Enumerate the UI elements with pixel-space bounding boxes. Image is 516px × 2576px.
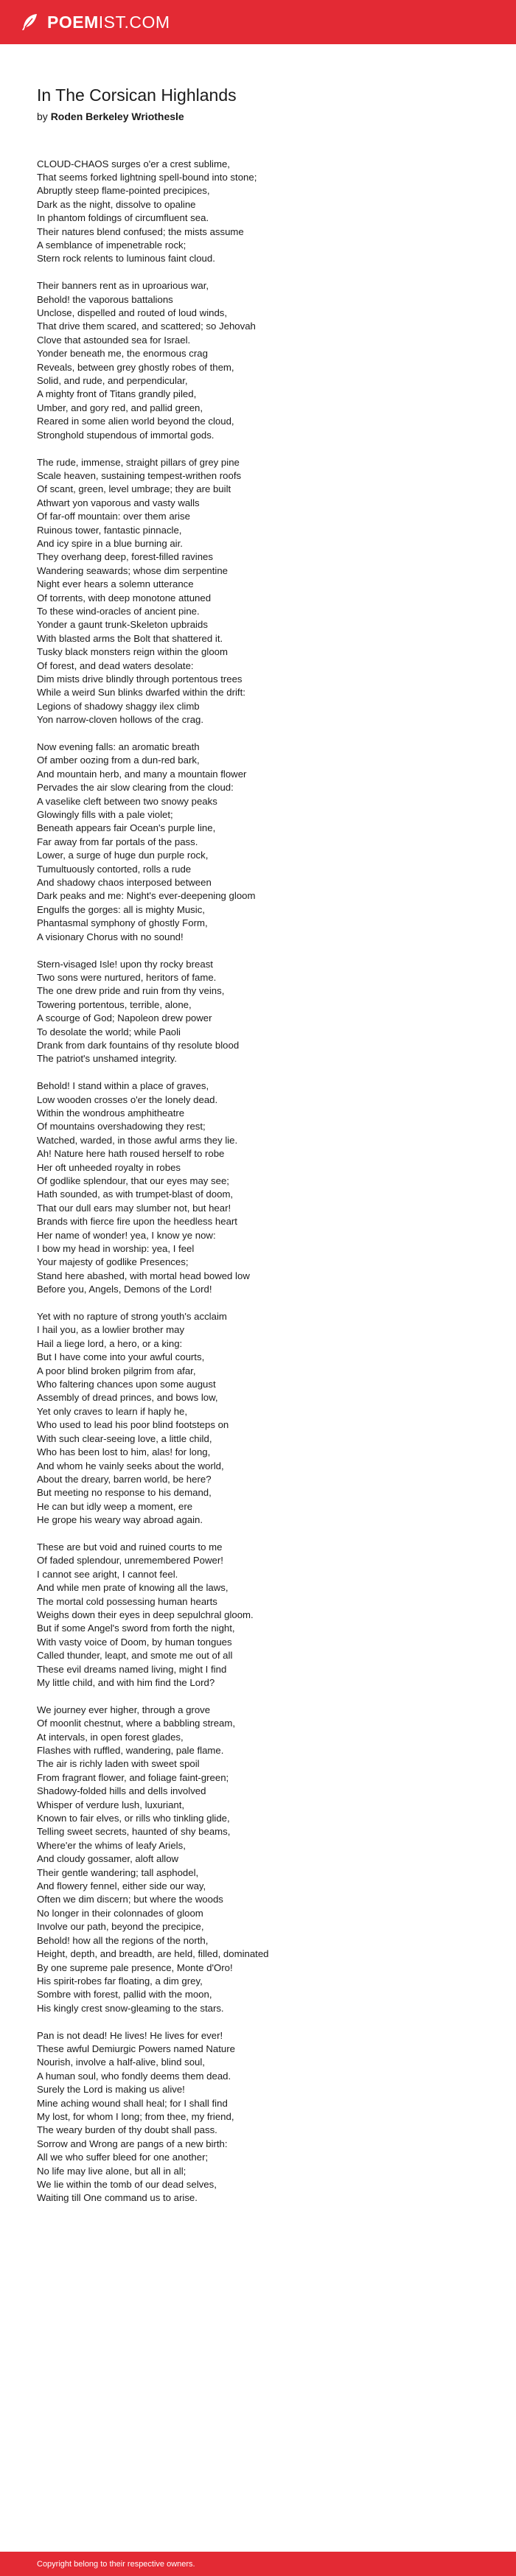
poem-line: A human soul, who fondly deems them dead.	[37, 2070, 231, 2082]
poem-line: Drank from dark fountains of thy resolute blood	[37, 1039, 240, 1051]
poem-line: Tumultuously contorted, rolls a rude	[37, 863, 192, 875]
poem-line: Ruinous tower, fantastic pinnacle,	[37, 524, 182, 536]
poem-line: But I have come into your awful courts,	[37, 1351, 205, 1363]
poem-line: Now evening falls: an aromatic breath	[37, 741, 200, 753]
poem-line: Stern rock relents to luminous faint cloud.	[37, 253, 215, 265]
poem-line: Height, depth, and breadth, are held, filled, dominated	[37, 1948, 269, 1960]
poem-line: A visionary Chorus with no sound!	[37, 931, 184, 942]
poem-line: Of scant, green, level umbrage; they are built	[37, 483, 231, 495]
poem-body	[37, 158, 501, 2205]
poem-line: At intervals, in open forest glades,	[37, 1731, 184, 1743]
poem-line: Of mountains overshadowing they rest;	[37, 1121, 206, 1133]
poem-line: And icy spire in a blue burning air.	[37, 537, 183, 549]
poem-line: Two sons were nurtured, heritors of fame.	[37, 971, 217, 983]
poem-line: The mortal cold possessing human hearts	[37, 1595, 217, 1607]
poem-line: A scourge of God; Napoleon drew power	[37, 1012, 212, 1024]
poem-line: Pan is not dead! He lives! He lives for ever!	[37, 2029, 223, 2041]
poem-line: Umber, and gory red, and pallid green,	[37, 402, 203, 413]
poem-line: I hail you, as a lowlier brother may	[37, 1324, 185, 1336]
logo-text-bold: POEM	[47, 12, 99, 32]
poem-line: Of faded splendour, unremembered Power!	[37, 1555, 223, 1567]
poem-line: I bow my head in worship: yea, I feel	[37, 1243, 195, 1255]
poem-line: A mighty front of Titans grandly piled,	[37, 388, 197, 400]
poem-line: That seems forked lightning spell-bound into stone;	[37, 172, 257, 183]
poem-line: Glowingly fills with a pale violet;	[37, 809, 173, 821]
poem-line: Wandering seawards; whose dim serpentine	[37, 564, 228, 576]
poem-line: Reared in some alien world beyond the cloud,	[37, 416, 234, 427]
poem-line: Yet with no rapture of strong youth's acclaim	[37, 1311, 227, 1323]
poem-line: Far away from far portals of the pass.	[37, 836, 198, 847]
poem-line: With blasted arms the Bolt that shattered it.	[37, 632, 223, 644]
poem-line: By one supreme pale presence, Monte d'Oro!	[37, 1961, 233, 1973]
poem-line: Yet only craves to learn if haply he,	[37, 1405, 188, 1417]
poem-line: Before you, Angels, Demons of the Lord!	[37, 1284, 212, 1295]
poem-line: Low wooden crosses o'er the lonely dead.	[37, 1093, 218, 1105]
stanza	[37, 1079, 501, 1297]
poem-line: Stand here abashed, with mortal head bowed low	[37, 1270, 250, 1281]
byline	[37, 111, 501, 122]
poem-line: Their gentle wandering; tall asphodel,	[37, 1866, 199, 1878]
poem-line: Her oft unheeded royalty in robes	[37, 1161, 181, 1173]
poem-line: Weighs down their eyes in deep sepulchral gloom.	[37, 1609, 254, 1620]
poem-line: Towering portentous, terrible, alone,	[37, 998, 192, 1010]
poem-line: Who used to lead his poor blind footsteps on	[37, 1419, 229, 1431]
poem-line: The weary burden of thy doubt shall pass.	[37, 2124, 217, 2136]
poem-line: Surely the Lord is making us alive!	[37, 2084, 185, 2096]
poem-line: And while men prate of knowing all the laws,	[37, 1582, 229, 1594]
poem-line: These are but void and ruined courts to me	[37, 1541, 223, 1553]
poem-line: Whisper of verdure lush, luxuriant,	[37, 1799, 185, 1810]
poem-line: No longer in their colonnades of gloom	[37, 1907, 203, 1919]
poem-line: Dim mists drive blindly through portentous trees	[37, 673, 243, 685]
poem-line: And flowery fennel, either side our way,	[37, 1880, 206, 1892]
by-label: by	[37, 110, 48, 122]
poem-line: Flashes with ruffled, wandering, pale flame.	[37, 1745, 224, 1756]
poem-line: And whom he vainly seeks about the world,	[37, 1460, 224, 1471]
poem-line: Behold! how all the regions of the north,	[37, 1934, 209, 1946]
logo-text	[47, 14, 170, 31]
poem-line: Tusky black monsters reign within the gloom	[37, 646, 228, 658]
poem-line: My little child, and with him find the Lord?	[37, 1676, 215, 1688]
author-link[interactable]: Roden Berkeley Wriothesle	[50, 110, 184, 122]
poem-line: Yonder beneath me, the enormous crag	[37, 348, 208, 360]
poem-line: Called thunder, leapt, and smote me out of all	[37, 1650, 233, 1662]
poem-line: Dark peaks and me: Night's ever-deepening gloom	[37, 890, 256, 902]
poem-line: Phantasmal symphony of ghostly Form,	[37, 917, 208, 929]
poem-line: Hail a liege lord, a hero, or a king:	[37, 1337, 183, 1349]
stanza	[37, 1310, 501, 1527]
poem-line: A poor blind broken pilgrim from afar,	[37, 1365, 196, 1376]
poem-line: Unclose, dispelled and routed of loud winds,	[37, 307, 228, 319]
poem-line: Who has been lost to him, alas! for long,	[37, 1446, 211, 1458]
poem-line: But if some Angel's sword from forth the night,	[37, 1623, 235, 1634]
poem-line: Yonder a gaunt trunk-Skeleton upbraids	[37, 619, 208, 631]
poem-line: Clove that astounded sea for Israel.	[37, 334, 191, 346]
poem-line: The air is richly laden with sweet spoil	[37, 1758, 200, 1770]
poem-line: Sombre with forest, pallid with the moon,	[37, 1989, 212, 2001]
poem-line: Who faltering chances upon some august	[37, 1379, 216, 1390]
poem-line: He grope his weary way abroad again.	[37, 1514, 203, 1526]
stanza	[37, 1704, 501, 2015]
poem-line: Lower, a surge of huge dun purple rock,	[37, 850, 209, 861]
poem-line: Yon narrow-cloven hollows of the crag.	[37, 714, 204, 726]
poem-line: Legions of shadowy shaggy ilex climb	[37, 700, 200, 712]
stanza	[37, 2029, 501, 2205]
poem-line: Of forest, and dead waters desolate:	[37, 659, 194, 671]
poem-line: Brands with fierce fire upon the heedless heart	[37, 1216, 237, 1228]
poem-line: Night ever hears a solemn utterance	[37, 578, 194, 590]
poem-line: Involve our path, beyond the precipice,	[37, 1921, 204, 1933]
stanza	[37, 158, 501, 266]
poem-line: Beneath appears fair Ocean's purple line,	[37, 822, 216, 834]
site-footer	[0, 2552, 516, 2576]
poem-line: These awful Demiurgic Powers named Nature	[37, 2043, 235, 2054]
poem-line: We lie within the tomb of our dead selves,	[37, 2178, 217, 2190]
poem-line: These evil dreams named living, might I find	[37, 1663, 227, 1675]
poem-line: A vaselike cleft between two snowy peaks	[37, 795, 217, 807]
poem-line: All we who suffer bleed for one another;	[37, 2152, 209, 2163]
logo-text-light: IST.COM	[98, 12, 170, 32]
poem-line: Their natures blend confused; the mists assume	[37, 225, 244, 237]
site-logo-link[interactable]	[19, 12, 170, 32]
poem-line: He can but idly weep a moment, ere	[37, 1500, 193, 1512]
poem-line: But meeting no response to his demand,	[37, 1487, 212, 1499]
poem-line: Often we dim discern; but where the woods	[37, 1894, 223, 1905]
poem-line: Pervades the air slow clearing from the cloud:	[37, 782, 234, 794]
poem-line: We journey ever higher, through a grove	[37, 1704, 211, 1715]
poem-line: Athwart yon vaporous and vasty walls	[37, 497, 200, 508]
poem-line: Known to fair elves, or rills who tinkling glide,	[37, 1813, 230, 1824]
poem-line: Of amber oozing from a dun-red bark,	[37, 755, 200, 766]
site-header	[0, 0, 516, 44]
poem-line: With such clear-seeing love, a little child,	[37, 1432, 212, 1444]
poem-line: Of far-off mountain: over them arise	[37, 511, 190, 522]
poem-line: Hath sounded, as with trumpet-blast of doom,	[37, 1189, 234, 1200]
poem-line: Stern-visaged Isle! upon thy rocky breast	[37, 958, 213, 970]
poem-line: The patriot's unshamed integrity.	[37, 1053, 177, 1065]
feather-icon	[19, 12, 40, 32]
stanza	[37, 456, 501, 727]
poem-line: And cloudy gossamer, aloft allow	[37, 1853, 179, 1865]
poem-line: That our dull ears may slumber not, but hear!	[37, 1202, 231, 1214]
poem-line: Her name of wonder! yea, I know ye now:	[37, 1229, 216, 1241]
copyright-text: Copyright belong to their respective owners.	[37, 2559, 195, 2569]
poem-line: And shadowy chaos interposed between	[37, 877, 212, 889]
poem-line: A semblance of impenetrable rock;	[37, 239, 186, 251]
poem-line: That drive them scared, and scattered; so Jehovah	[37, 321, 256, 332]
stanza	[37, 741, 501, 944]
poem-line: With vasty voice of Doom, by human tongues	[37, 1636, 232, 1648]
poem-line: Sorrow and Wrong are pangs of a new birth:	[37, 2138, 228, 2149]
poem-line: Dark as the night, dissolve to opaline	[37, 198, 196, 210]
poem-line: From fragrant flower, and foliage faint-green;	[37, 1771, 229, 1783]
poem-line: My lost, for whom I long; from thee, my friend,	[37, 2110, 234, 2122]
poem-line: Scale heaven, sustaining tempest-writhen roofs	[37, 469, 242, 481]
poem-line: They overhang deep, forest-filled ravines	[37, 551, 213, 563]
poem-line: Watched, warded, in those awful arms they lie.	[37, 1134, 238, 1146]
poem-line: CLOUD-CHAOS surges o'er a crest sublime,	[37, 158, 230, 169]
poem-line: To desolate the world; while Paoli	[37, 1026, 181, 1037]
poem-line: Telling sweet secrets, haunted of shy beams,	[37, 1826, 231, 1838]
poem-line: Mine aching wound shall heal; for I shall find	[37, 2097, 228, 2109]
poem-line: Their banners rent as in uproarious war,	[37, 280, 209, 292]
poem-line: I cannot see aright, I cannot feel.	[37, 1568, 178, 1580]
poem-line: To these wind-oracles of ancient pine.	[37, 605, 200, 617]
main-content	[0, 44, 516, 2205]
poem-line: Of moonlit chestnut, where a babbling stream,	[37, 1718, 236, 1729]
poem-line: Where'er the whims of leafy Ariels,	[37, 1839, 186, 1851]
poem-line: Ah! Nature here hath roused herself to robe	[37, 1148, 225, 1160]
poem-line: Within the wondrous amphitheatre	[37, 1107, 185, 1119]
poem-line: Waiting till One command us to arise.	[37, 2192, 198, 2204]
stanza	[37, 279, 501, 442]
poem-line: Shadowy-folded hills and dells involved	[37, 1785, 206, 1797]
poem-line: The one drew pride and ruin from thy veins,	[37, 985, 225, 997]
poem-line: No life may live alone, but all in all;	[37, 2165, 186, 2177]
poem-line: The rude, immense, straight pillars of grey pine	[37, 456, 240, 468]
poem-line: Engulfs the gorges: all is mighty Music,	[37, 903, 205, 915]
poem-line: Stronghold stupendous of immortal gods.	[37, 429, 215, 441]
poem-line: While a weird Sun blinks dwarfed within the drift:	[37, 687, 245, 699]
poem-line: Of torrents, with deep monotone attuned	[37, 592, 212, 603]
poem-line: Nourish, involve a half-alive, blind soul,	[37, 2057, 205, 2068]
poem-line: Assembly of dread princes, and bows low,	[37, 1392, 218, 1404]
poem-line: His kingly crest snow-gleaming to the stars.	[37, 2002, 224, 2014]
poem-line: Behold! the vaporous battalions	[37, 293, 173, 305]
poem-line: And mountain herb, and many a mountain flower	[37, 768, 247, 780]
poem-line: Your majesty of godlike Presences;	[37, 1256, 189, 1268]
poem-line: In phantom foldings of circumfluent sea.	[37, 212, 209, 224]
poem-line: His spirit-robes far floating, a dim grey,	[37, 1975, 203, 1987]
poem-line: Solid, and rude, and perpendicular,	[37, 375, 188, 387]
stanza	[37, 958, 501, 1066]
poem-line: Of godlike splendour, that our eyes may see;	[37, 1175, 229, 1186]
poem-title: In The Corsican Highlands	[37, 85, 237, 105]
poem-line: Behold! I stand within a place of graves,	[37, 1080, 209, 1092]
stanza	[37, 1541, 501, 1690]
poem-line: Reveals, between grey ghostly robes of them,	[37, 361, 234, 373]
poem-line: About the dreary, barren world, be here?	[37, 1473, 212, 1485]
poem-line: Abruptly steep flame-pointed precipices,	[37, 185, 210, 197]
